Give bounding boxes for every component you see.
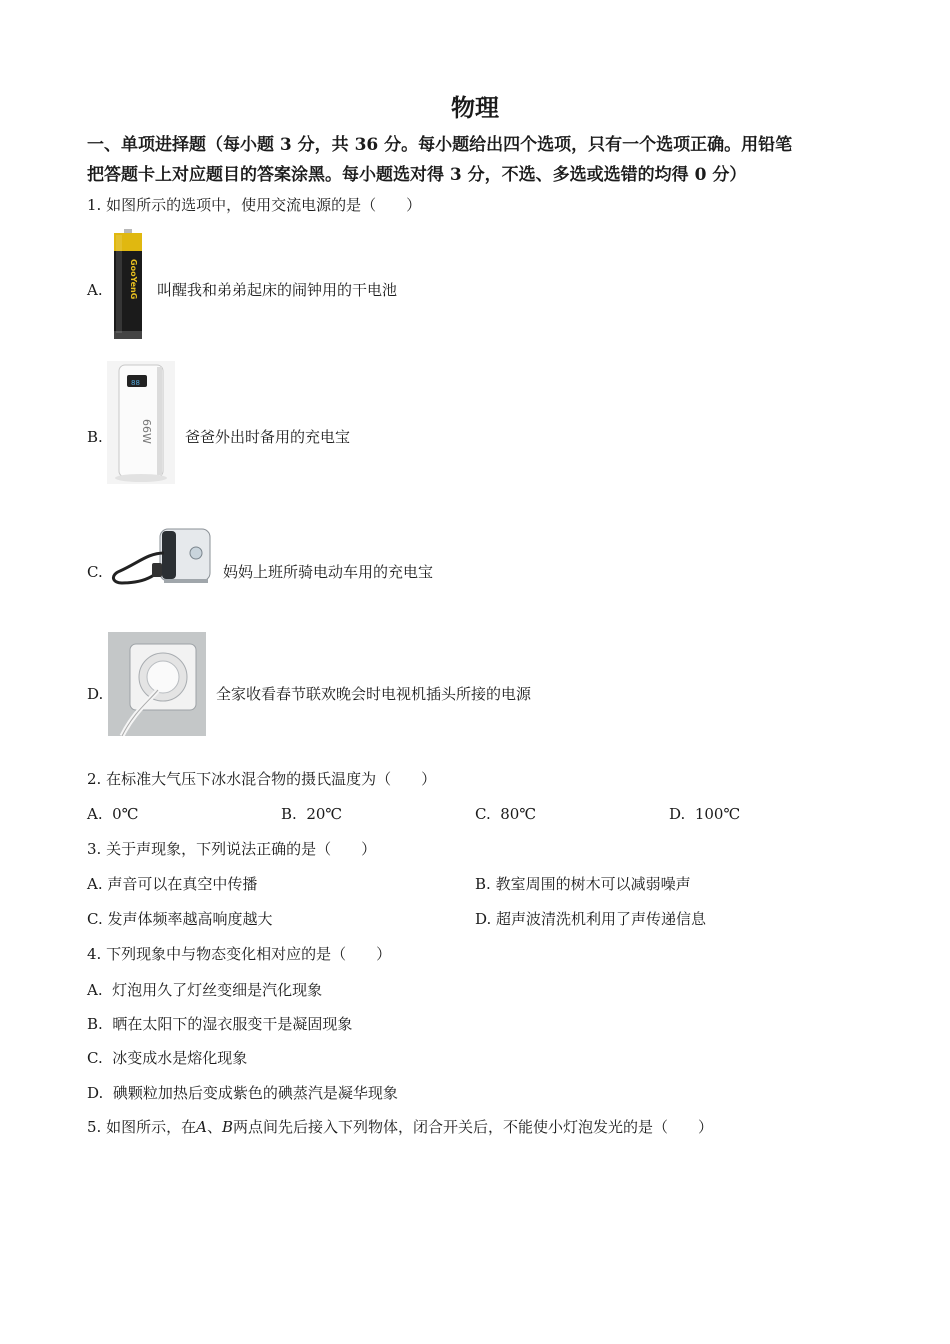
- q4-option-d-letter: D.: [87, 1084, 104, 1102]
- q2-option-d-text: 100℃: [694, 805, 741, 823]
- q3-option-b: [475, 873, 691, 895]
- q1-option-a-letter: A.: [87, 281, 103, 299]
- question-5-stem: [87, 1116, 713, 1138]
- q2-option-d: [669, 803, 740, 825]
- question-4-stem: 4. 下列现象中与物态变化相对应的是（ ）: [87, 945, 392, 963]
- section-heading-line-1: 一、单项进择题（每小题 3 分，共 36 分。每小题给出四个选项，只有一个选项正确。用铅笔: [87, 135, 793, 155]
- power-bank-print: 66W: [140, 419, 153, 444]
- q3-option-a-text: 声音可以在真空中传播: [107, 875, 258, 893]
- q4-option-d: [87, 1082, 398, 1104]
- q2-option-a: [87, 803, 138, 825]
- q5-sep: 、: [206, 1118, 222, 1136]
- q5-prefix: 5. 如图所示，在: [87, 1118, 197, 1136]
- q2-option-a-letter: A.: [87, 805, 103, 823]
- q4-option-b-text: 晒在太阳下的湿衣服变干是凝固现象: [112, 1015, 353, 1033]
- q2-option-c-text: 80℃: [500, 805, 537, 823]
- svg-text:88: 88: [131, 379, 140, 387]
- question-2-stem: 2. 在标准大气压下冰水混合物的摄氏温度为（ ）: [87, 770, 437, 788]
- section-heading-line-2: 把答题卡上对应题目的答案涂黑。每小题选对得 3 分，不选、多选或选错的均得 0 分）: [87, 165, 747, 185]
- q5-suffix: 两点间先后接入下列物体，闭合开关后，不能使小灯泡发光的是（ ）: [232, 1118, 713, 1136]
- q1-option-c-text: 妈妈上班所骑电动车用的充电宝: [223, 563, 434, 581]
- q4-option-c-text: 冰变成水是熔化现象: [112, 1049, 248, 1067]
- q3-option-a-letter: A.: [87, 875, 103, 893]
- q3-option-c-text: 发声体频率越高响度越大: [107, 910, 273, 928]
- power-bank-image: [107, 361, 175, 484]
- battery-image: [108, 229, 148, 341]
- q4-option-a-text: 灯泡用久了灯丝变细是汽化现象: [112, 981, 323, 999]
- q2-option-b: [281, 803, 342, 825]
- q1-option-c-letter: C.: [87, 563, 103, 581]
- page-title: 物理: [451, 93, 499, 122]
- q4-option-c-letter: C.: [87, 1049, 103, 1067]
- q1-option-b-letter: B.: [87, 428, 103, 446]
- q3-option-d-letter: D.: [475, 910, 492, 928]
- q4-option-d-text: 碘颗粒加热后变成紫色的碘蒸汽是凝华现象: [112, 1084, 398, 1102]
- svg-text:GooYenG: GooYenG: [129, 259, 138, 300]
- question-3-stem: 3. 关于声现象，下列说法正确的是（ ）: [87, 840, 377, 858]
- q2-option-d-letter: D.: [669, 805, 686, 823]
- q3-option-d-text: 超声波清洗机利用了声传递信息: [496, 910, 707, 928]
- q4-option-a: [87, 979, 322, 1001]
- q1-option-a-text: 叫醒我和弟弟起床的闹钟用的干电池: [157, 281, 398, 299]
- q5-var-b: B: [221, 1118, 233, 1136]
- q5-var-a: A: [196, 1118, 207, 1136]
- q4-option-b-letter: B.: [87, 1015, 103, 1033]
- q2-option-b-text: 20℃: [306, 805, 343, 823]
- q3-option-a: [87, 873, 257, 895]
- ebike-charger-image: [108, 523, 215, 591]
- q4-option-a-letter: A.: [87, 981, 103, 999]
- q1-option-d-letter: D.: [87, 685, 104, 703]
- q2-option-a-text: 0℃: [112, 805, 139, 823]
- q4-option-b: [87, 1013, 352, 1035]
- q1-option-d-text: 全家收看春节联欢晚会时电视机插头所接的电源: [216, 685, 532, 703]
- q3-option-d: [475, 908, 706, 930]
- q4-option-c: [87, 1047, 247, 1069]
- question-1-stem: 1. 如图所示的选项中，使用交流电源的是（ ）: [87, 196, 422, 214]
- q3-option-c: [87, 908, 273, 930]
- q3-option-b-text: 教室周围的树木可以减弱噪声: [495, 875, 691, 893]
- q1-option-b-text: 爸爸外出时备用的充电宝: [185, 428, 351, 446]
- wall-socket-image: [108, 632, 206, 736]
- q3-option-b-letter: B.: [475, 875, 491, 893]
- q3-option-c-letter: C.: [87, 910, 103, 928]
- q2-option-c: [475, 803, 536, 825]
- q2-option-b-letter: B.: [281, 805, 297, 823]
- q2-option-c-letter: C.: [475, 805, 491, 823]
